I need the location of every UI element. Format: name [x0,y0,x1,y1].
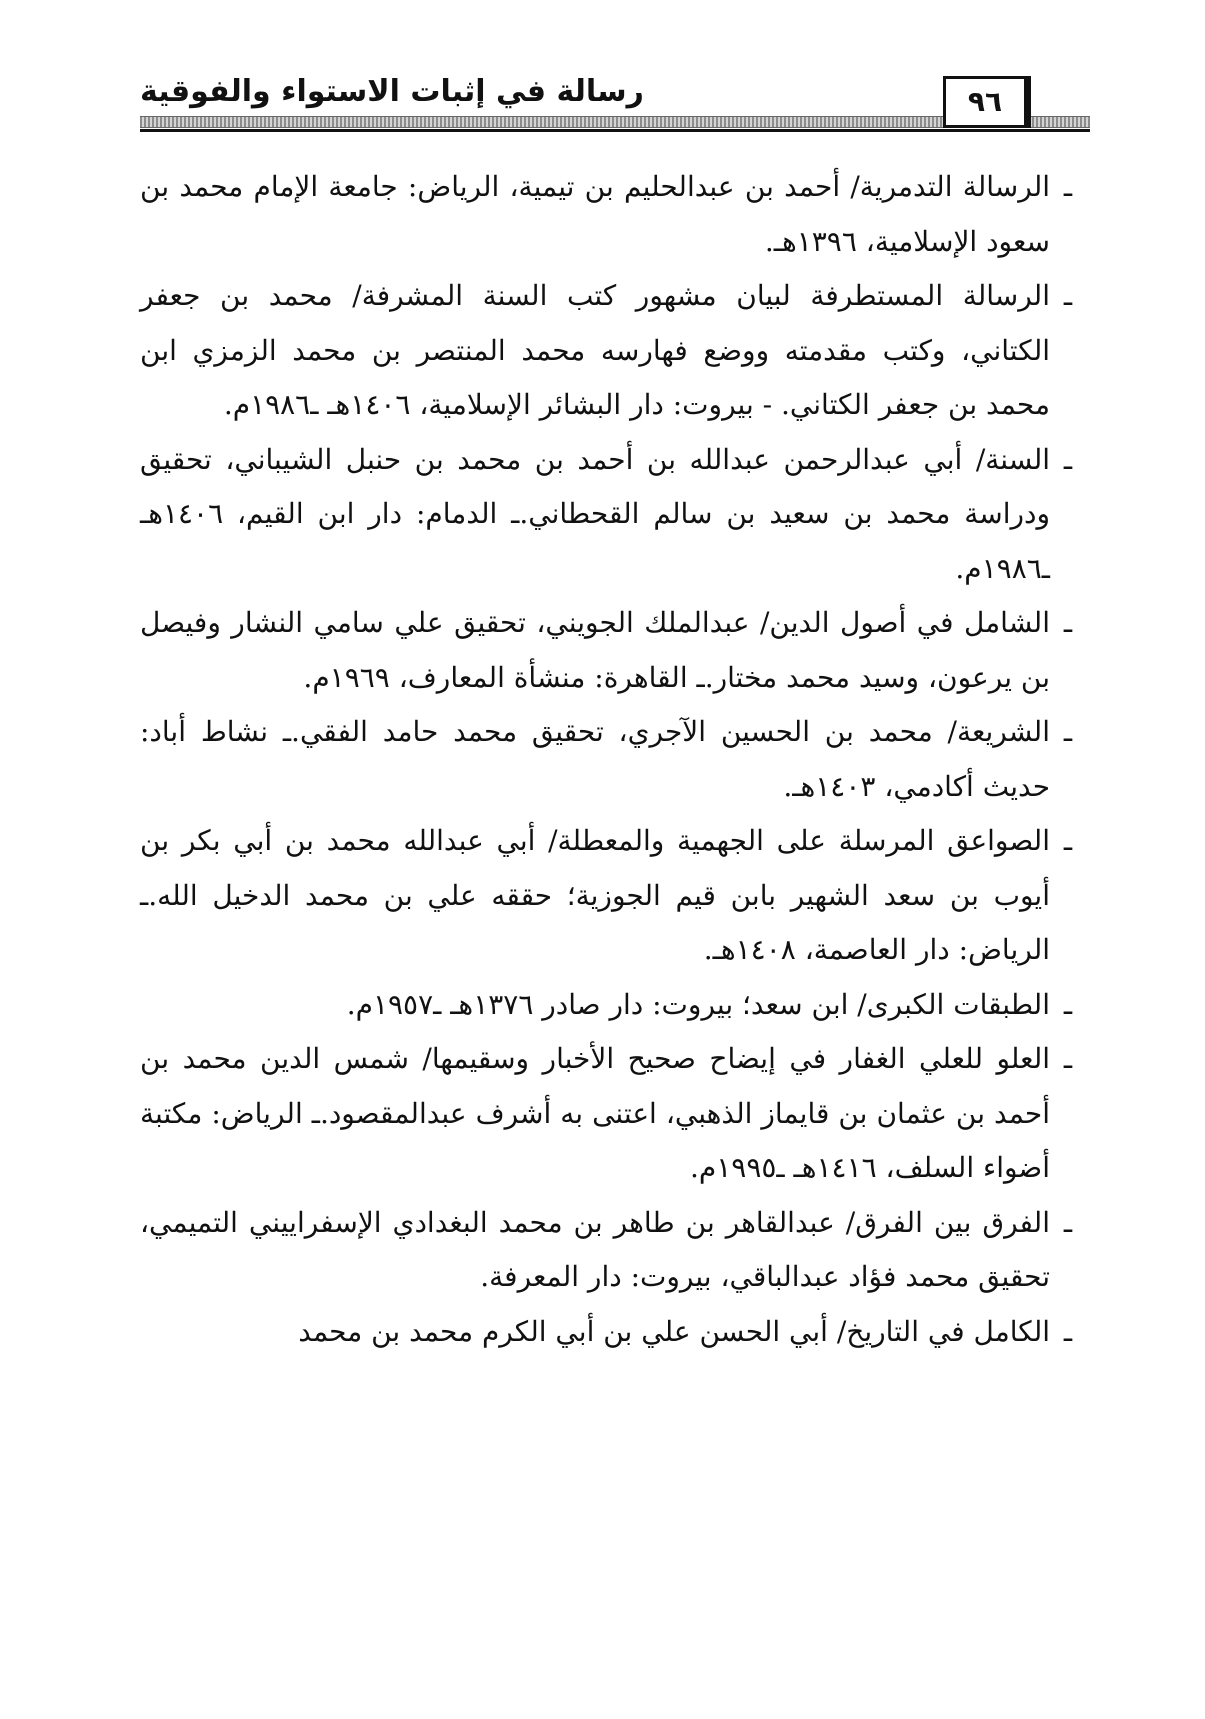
entry-dash: ـ [1063,279,1073,312]
page-number: ٩٦ [943,76,1027,128]
entry-text: الصواعق المرسلة على الجهمية والمعطلة/ أبي عبدالله محمد بن أبي بكر بن أيوب بن سعد الشهير بابن قيم الجوزية؛ حققه علي بن محمد الدخيل الله.ـ الرياض: دار العاصمة، ١٤٠٨هـ. [140,824,1050,966]
bibliography-entry [140,814,1080,978]
entry-dash: ـ [1063,1042,1073,1075]
entry-text: الشامل في أصول الدين/ عبدالملك الجويني، تحقيق علي سامي النشار وفيصل بن يرعون، وسيد محمد مختار.ـ القاهرة: منشأة المعارف، ١٩٦٩م. [140,606,1050,694]
entry-dash: ـ [1063,1205,1073,1239]
entry-text: السنة/ أبي عبدالرحمن عبدالله بن أحمد بن محمد بن حنبل الشيباني، تحقيق ودراسة محمد بن سعيد بن سالم القحطاني.ـ الدمام: دار ابن القيم، ١٤٠٦هـ ـ١٩٨٦م. [140,442,1051,585]
entry-dash: ـ [1063,715,1073,748]
bibliography-entry [140,978,1080,1033]
bibliography-entry [140,1196,1080,1305]
bibliography-entry [140,596,1080,705]
bibliography-entry [140,1032,1080,1196]
page-header [140,66,1090,134]
entry-dash: ـ [1063,824,1073,857]
bibliography-entry [140,433,1080,597]
bibliography-entry [140,160,1080,269]
entry-text: الطبقات الكبرى/ ابن سعد؛ بيروت: دار صادر ١٣٧٦هـ ـ١٩٥٧م. [346,987,1050,1021]
entry-dash: ـ [1063,170,1073,203]
running-title: رسالة في إثبات الاستواء والفوقية [140,74,644,109]
entry-text: الرسالة المستطرفة لبيان مشهور كتب السنة المشرفة/ محمد بن جعفر الكتاني، وكتب مقدمته ووضع فهارسه محمد المنتصر بن محمد الزمزي ابن محمد بن جعفر الكتاني. - بيروت: دار البشائر الإسلامية، ١٤٠٦هـ ـ١٩٨٦م. [140,279,1050,421]
entry-text: الشريعة/ محمد بن الحسين الآجري، تحقيق محمد حامد الفقي.ـ نشاط أباد: حديث أكادمي، ١٤٠٣هـ. [140,715,1050,803]
entry-dash: ـ [1063,442,1073,476]
entry-dash: ـ [1063,1314,1073,1348]
header-rule-base [140,129,1090,132]
entry-text: العلو للعلي الغفار في إيضاح صحيح الأخبار وسقيمها/ شمس الدين محمد بن أحمد بن عثمان بن قايماز الذهبي، اعتنى به أشرف عبدالمقصود.ـ الرياض: مكتبة أضواء السلف، ١٤١٦هـ ـ١٩٩٥م. [140,1042,1050,1184]
entry-dash: ـ [1063,606,1073,639]
bibliography-entry [140,1305,1080,1360]
bibliography-list [140,160,1080,1359]
entry-dash: ـ [1063,987,1073,1021]
bibliography-entry [140,269,1080,433]
bibliography-entry [140,705,1080,814]
entry-text: الفرق بين الفرق/ عبدالقاهر بن طاهر بن محمد البغدادي الإسفراييني التميمي، تحقيق محمد فؤاد عبدالباقي، بيروت: دار المعرفة. [140,1205,1050,1293]
entry-text: الكامل في التاريخ/ أبي الحسن علي بن أبي الكرم محمد بن محمد [298,1314,1050,1348]
entry-text: الرسالة التدمرية/ أحمد بن عبدالحليم بن تيمية، الرياض: جامعة الإمام محمد بن سعود الإسلامية، ١٣٩٦هـ. [140,170,1051,258]
